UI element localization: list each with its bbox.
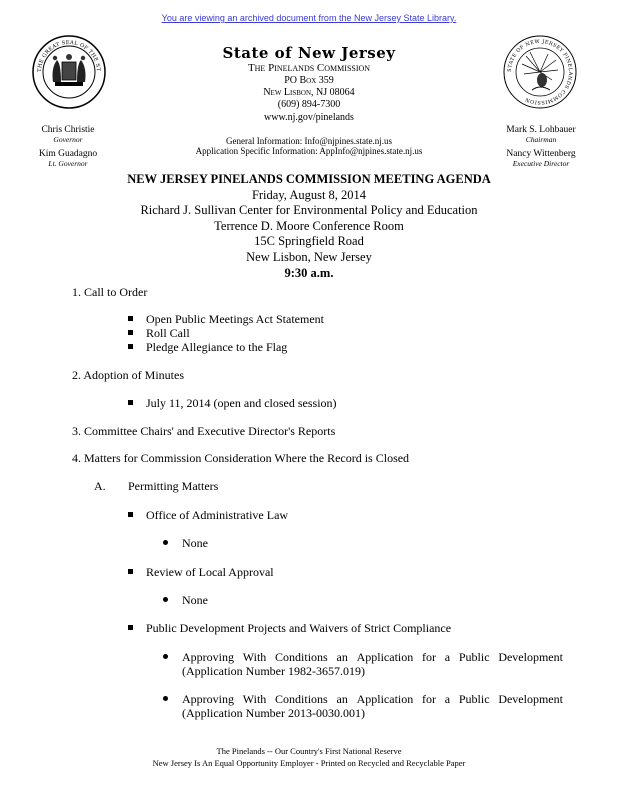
list-item: Roll Call (128, 326, 190, 340)
round-bullet-icon (163, 540, 168, 545)
meeting-street: 15C Springfield Road (254, 234, 364, 249)
governor-title: Governor (53, 135, 83, 144)
list-item: July 11, 2014 (open and closed session) (128, 396, 337, 410)
list-item: Open Public Meetings Act Statement (128, 312, 324, 326)
approval-2-line-1: Approving With Conditions an Application for a Public Development (182, 692, 563, 706)
agenda-item-3: 3. Committee Chairs' and Executive Director's Reports (72, 424, 336, 438)
round-bullet-icon (163, 692, 168, 706)
round-bullet-icon (163, 597, 168, 602)
city-line: New Lisbon, NJ 08064 (263, 87, 355, 99)
contact-info (180, 136, 438, 156)
agenda-item-1: 1. Call to Order (72, 285, 148, 299)
governor-name: Chris Christie (41, 125, 95, 135)
lt-governor-name: Kim Guadagno (38, 149, 98, 159)
chairman-title: Chairman (525, 135, 557, 144)
executive-director-block (496, 149, 586, 169)
section-a-letter: A. (94, 479, 106, 493)
meeting-city: New Lisbon, New Jersey (246, 249, 372, 264)
lt-governor-title: Lt. Governor (48, 159, 88, 168)
list-item: Public Development Projects and Waivers of Strict Compliance (128, 621, 451, 635)
list-item: Office of Administrative Law (128, 508, 288, 522)
square-bullet-icon (128, 344, 133, 349)
svg-text:THE GREAT SEAL OF THE STATE OF: THE GREAT SEAL OF THE ST (36, 39, 102, 73)
approval-1-line-1: Approving With Conditions an Application for a Public Development (182, 650, 563, 664)
page-footer (0, 746, 618, 769)
footer-motto: The Pinelands -- Our Country's First National Reserve (216, 746, 402, 756)
new-jersey-state-seal (31, 34, 107, 110)
approval-1-application-number: (Application Number 1982-3657.019) (182, 664, 365, 678)
agenda-title: NEW JERSEY PINELANDS COMMISSION MEETING AGENDA (127, 172, 491, 186)
footer-equal-opportunity: New Jersey Is An Equal Opportunity Employer - Printed on Recycled and Recyclable Paper (152, 757, 466, 768)
chairman-name: Mark S. Lohbauer (506, 125, 576, 135)
list-item: None (163, 536, 208, 550)
commission-name: The Pinelands Commission (247, 62, 371, 74)
meeting-venue: Richard J. Sullivan Center for Environmental Policy and Education (140, 203, 478, 218)
meeting-date: Friday, August 8, 2014 (251, 187, 367, 202)
website: www.nj.gov/pinelands (264, 111, 354, 123)
square-bullet-icon (128, 569, 133, 574)
section-a-title: Permitting Matters (128, 479, 219, 493)
square-bullet-icon (128, 512, 133, 517)
round-bullet-icon (163, 650, 168, 664)
square-bullet-icon (128, 625, 133, 630)
meeting-header (0, 172, 618, 281)
meeting-time: 9:30 a.m. (284, 265, 334, 280)
square-bullet-icon (128, 316, 133, 321)
approval-2-application-number: (Application Number 2013-0030.001) (182, 706, 365, 720)
square-bullet-icon (128, 400, 133, 405)
chairman-block (496, 125, 586, 145)
pinelands-commission-seal (502, 34, 578, 110)
executive-director-title: Executive Director (512, 159, 570, 168)
list-item: Review of Local Approval (128, 565, 274, 579)
square-bullet-icon (128, 330, 133, 335)
application-info-email: Application Specific Information: AppInfo@njpines.state.nj.us (195, 146, 423, 156)
letterhead (200, 44, 418, 124)
po-box: PO Box 359 (284, 75, 334, 86)
agenda-item-2: 2. Adoption of Minutes (72, 368, 185, 382)
general-info-email: General Information: Info@njpines.state.nj.us (226, 136, 392, 146)
svg-text:STATE OF NEW JERSEY PINELANDS: STATE OF NEW JERSEY PINELANDS COMMISSION (506, 38, 574, 106)
list-item: Pledge Allegiance to the Flag (128, 340, 287, 354)
list-item: None (163, 593, 208, 607)
approval-item-1 (182, 650, 563, 678)
state-of-new-jersey-heading: State of New Jersey (222, 44, 396, 62)
meeting-room: Terrence D. Moore Conference Room (214, 218, 404, 233)
governor-block (28, 125, 108, 145)
executive-director-name: Nancy Wittenberg (506, 149, 576, 159)
approval-item-2 (182, 692, 563, 720)
archive-notice-link[interactable]: You are viewing an archived document from the New Jersey State Library. (161, 13, 457, 23)
agenda-item-4: 4. Matters for Commission Consideration Where the Record is Closed (72, 451, 410, 465)
phone-number: (609) 894-7300 (277, 99, 341, 111)
lt-governor-block (28, 149, 108, 169)
